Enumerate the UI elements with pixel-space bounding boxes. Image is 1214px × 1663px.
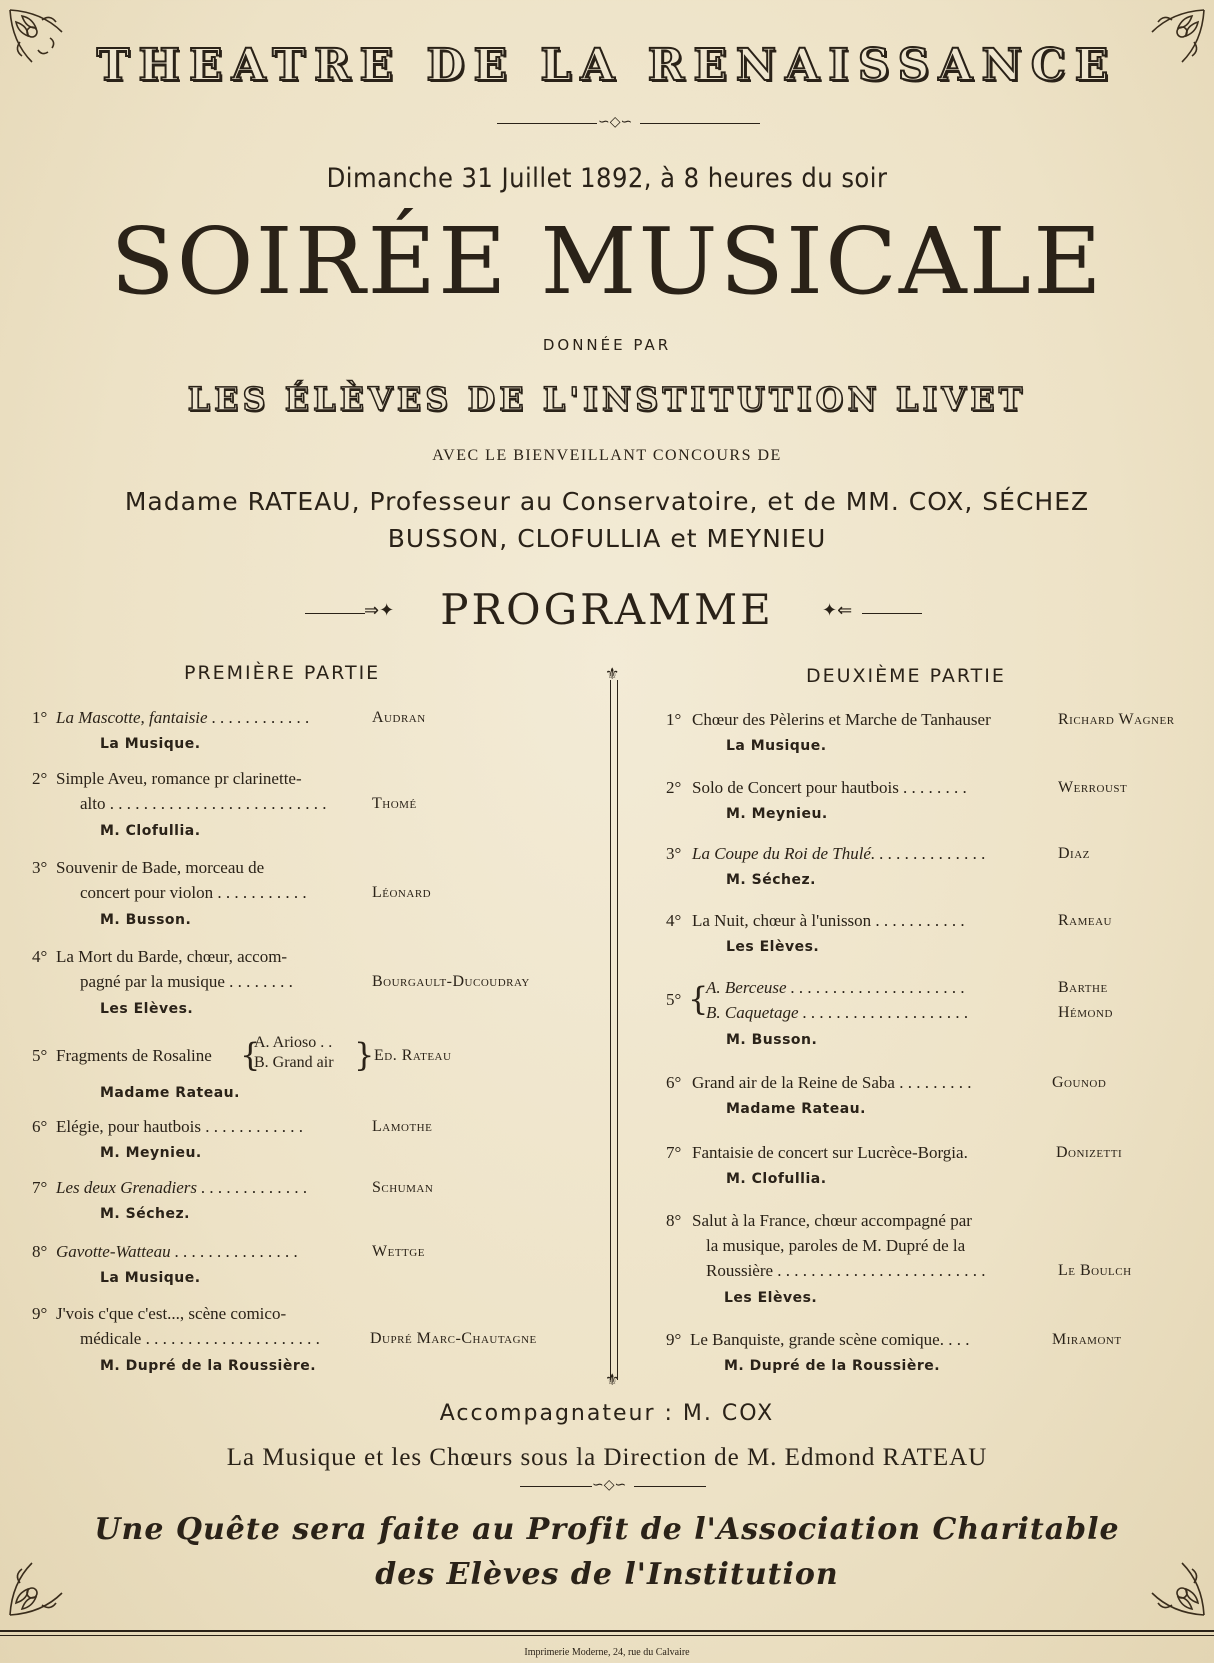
item-title: La Nuit, chœur à l'unisson . . . . . . . . . . . bbox=[692, 911, 965, 930]
item-performer: M. Meynieu. bbox=[726, 806, 828, 822]
item-performer: M. Busson. bbox=[100, 912, 192, 928]
item-sub-b: B. Caquetage . . . . . . . . . . . . . . . . . . . . bbox=[706, 1003, 969, 1022]
item-performer: M. Clofullia. bbox=[726, 1171, 827, 1187]
ornament-divider-icon: ⚜ bbox=[605, 666, 620, 683]
item-number: 6° bbox=[32, 1117, 48, 1136]
programme-item bbox=[666, 1327, 1206, 1377]
brace-icon: } bbox=[354, 1036, 375, 1074]
item-performer: Les Elèves. bbox=[726, 939, 820, 955]
item-performer: M. Clofullia. bbox=[100, 823, 201, 839]
brace-icon: { bbox=[688, 980, 709, 1018]
item-composer: Dupré Marc-Chautagne bbox=[370, 1330, 537, 1347]
item-title: Le Banquiste, grande scène comique. . . . bbox=[690, 1330, 970, 1349]
item-sub-a: A. Berceuse . . . . . . . . . . . . . . . . . . . . . bbox=[706, 978, 966, 997]
item-number: 2° bbox=[32, 769, 48, 788]
guests-line-2: BUSSON, CLOFULLIA et MEYNIEU bbox=[387, 524, 827, 553]
programme-item bbox=[666, 975, 1206, 1051]
item-performer: M. Séchez. bbox=[726, 872, 816, 888]
item-title-cont: pagné par la musique . . . . . . . . bbox=[80, 972, 293, 991]
item-performer: M. Meynieu. bbox=[100, 1145, 202, 1161]
programme-heading: PROGRAMME bbox=[440, 585, 774, 634]
item-performer: M. Dupré de la Roussière. bbox=[100, 1358, 317, 1374]
ornament-divider-icon: ∽◇∽ bbox=[598, 115, 633, 130]
item-title: Fragments de Rosaline bbox=[56, 1046, 212, 1065]
item-performer: M. Séchez. bbox=[100, 1206, 190, 1222]
item-performer: La Musique. bbox=[726, 738, 827, 754]
item-composer: Bourgault-Ducoudray bbox=[372, 973, 530, 990]
item-title: Solo de Concert pour hautbois . . . . . . . . bbox=[692, 778, 967, 797]
item-performer: Les Elèves. bbox=[100, 1001, 194, 1017]
item-number: 8° bbox=[666, 1211, 682, 1230]
item-composer: Schuman bbox=[372, 1179, 434, 1196]
item-composer-a: Barthe bbox=[1058, 979, 1108, 996]
item-performer: M. Busson. bbox=[726, 1032, 818, 1048]
item-title: Les deux Grenadiers . . . . . . . . . . . . . bbox=[56, 1178, 308, 1197]
item-number: 9° bbox=[666, 1330, 682, 1349]
item-sub-b: B. Grand air bbox=[254, 1054, 334, 1071]
item-number: 7° bbox=[32, 1178, 48, 1197]
ornament-divider-icon: ∽◇∽ bbox=[592, 1478, 627, 1493]
programme-item bbox=[666, 841, 1206, 891]
item-composer: Diaz bbox=[1058, 845, 1090, 862]
item-number: 6° bbox=[666, 1073, 682, 1092]
item-composer: Richard Wagner bbox=[1058, 711, 1175, 728]
brace-icon: { bbox=[240, 1036, 261, 1074]
programme-item bbox=[32, 1239, 572, 1289]
bottom-rule bbox=[0, 1630, 1214, 1632]
item-title: Souvenir de Bade, morceau de bbox=[56, 858, 265, 877]
item-title: J'vois c'que c'est..., scène comico- bbox=[56, 1304, 287, 1323]
ornament-divider-icon: ⚜ bbox=[605, 1372, 620, 1389]
column-divider bbox=[610, 680, 618, 1380]
item-performer: Les Elèves. bbox=[724, 1290, 818, 1306]
divider-rule bbox=[520, 1486, 592, 1487]
item-title-cont: Roussière . . . . . . . . . . . . . . . . . . . . . . . . . bbox=[706, 1261, 986, 1280]
concours-line: AVEC LE BIENVEILLANT CONCOURS DE bbox=[432, 447, 782, 464]
item-title: Simple Aveu, romance pr clarinette- bbox=[56, 769, 302, 788]
collection-notice-line-2: des Elèves de l'Institution bbox=[375, 1557, 839, 1592]
item-title-cont: concert pour violon . . . . . . . . . . . bbox=[80, 883, 307, 902]
item-composer: Gounod bbox=[1052, 1074, 1107, 1091]
item-performer: La Musique. bbox=[100, 736, 201, 752]
item-composer-b: Hémond bbox=[1058, 1004, 1113, 1021]
institution-name: LES ÉLÈVES DE L'INSTITUTION LIVET bbox=[187, 380, 1027, 418]
programme-item bbox=[666, 1140, 1206, 1190]
item-performer: Madame Rateau. bbox=[100, 1085, 240, 1101]
item-title: Fantaisie de concert sur Lucrèce-Borgia. bbox=[692, 1143, 968, 1162]
item-number: 3° bbox=[666, 844, 682, 863]
programme-item bbox=[32, 1114, 572, 1164]
programme-item bbox=[666, 1208, 1206, 1310]
item-number: 8° bbox=[32, 1242, 48, 1261]
item-composer: Ed. Rateau bbox=[374, 1047, 452, 1064]
programme-item bbox=[32, 1032, 572, 1100]
programme-item bbox=[32, 944, 572, 1022]
item-number: 1° bbox=[32, 708, 48, 727]
item-composer: Donizetti bbox=[1056, 1144, 1123, 1161]
divider-rule bbox=[640, 123, 760, 124]
item-number: 2° bbox=[666, 778, 682, 797]
item-composer: Léonard bbox=[372, 884, 432, 901]
programme-item bbox=[32, 766, 572, 844]
theatre-name: THEATRE DE LA RENAISSANCE bbox=[96, 40, 1118, 91]
item-title-cont: la musique, paroles de M. Dupré de la bbox=[706, 1236, 966, 1255]
item-title: La Coupe du Roi de Thulé. . . . . . . . . . . . . . bbox=[692, 844, 986, 863]
printer-imprint: Imprimerie Moderne, 24, rue du Calvaire bbox=[524, 1647, 690, 1658]
item-title: La Mort du Barde, chœur, accom- bbox=[56, 947, 288, 966]
divider-rule bbox=[634, 1486, 706, 1487]
item-title: Chœur des Pèlerins et Marche de Tanhauser bbox=[692, 710, 991, 729]
item-composer: Wettge bbox=[372, 1243, 425, 1260]
item-number: 5° bbox=[666, 990, 682, 1009]
divider-rule bbox=[497, 123, 597, 124]
item-title-cont: médicale . . . . . . . . . . . . . . . . . . . . . bbox=[80, 1329, 320, 1348]
item-title: Elégie, pour hautbois . . . . . . . . . . . . bbox=[56, 1117, 303, 1136]
part1-title: PREMIÈRE PARTIE bbox=[184, 662, 381, 684]
programme-item bbox=[32, 705, 572, 755]
item-performer: Madame Rateau. bbox=[726, 1101, 866, 1117]
part2-title: DEUXIÈME PARTIE bbox=[806, 665, 1006, 687]
star-flourish-icon: ✦⇐ bbox=[822, 600, 853, 620]
item-composer: Lamothe bbox=[372, 1118, 433, 1135]
programme-item bbox=[666, 707, 1206, 757]
item-composer: Rameau bbox=[1058, 912, 1113, 929]
item-composer: Thomé bbox=[372, 795, 417, 812]
item-number: 4° bbox=[32, 947, 48, 966]
item-composer: Werroust bbox=[1058, 779, 1128, 796]
collection-notice-line-1: Une Quête sera faite au Profit de l'Association Charitable bbox=[94, 1512, 1120, 1547]
item-performer: La Musique. bbox=[100, 1270, 201, 1286]
item-composer: Le Boulch bbox=[1058, 1262, 1132, 1279]
bottom-rule bbox=[0, 1635, 1214, 1636]
item-number: 5° bbox=[32, 1046, 48, 1065]
item-performer: M. Dupré de la Roussière. bbox=[724, 1358, 941, 1374]
item-title: Salut à la France, chœur accompagné par bbox=[692, 1211, 972, 1230]
item-number: 4° bbox=[666, 911, 682, 930]
accompanist: Accompagnateur : M. COX bbox=[439, 1401, 775, 1426]
item-number: 9° bbox=[32, 1304, 48, 1323]
item-number: 7° bbox=[666, 1143, 682, 1162]
divider-rule bbox=[862, 613, 922, 614]
item-number: 3° bbox=[32, 858, 48, 877]
star-flourish-icon: ⇒✦ bbox=[364, 600, 395, 620]
programme-item bbox=[32, 855, 572, 933]
item-title: Gavotte-Watteau . . . . . . . . . . . . . . . bbox=[56, 1242, 299, 1261]
given-by: DONNÉE PAR bbox=[542, 336, 672, 354]
programme-item bbox=[666, 908, 1206, 958]
item-composer: Miramont bbox=[1052, 1331, 1122, 1348]
event-date: Dimanche 31 Juillet 1892, à 8 heures du soir bbox=[326, 163, 888, 194]
programme-item bbox=[32, 1301, 592, 1379]
guests-line-1: Madame RATEAU, Professeur au Conservatoire, et de MM. COX, SÉCHEZ bbox=[124, 487, 1090, 516]
item-sub-a: A. Arioso . . bbox=[254, 1034, 333, 1051]
item-number: 1° bbox=[666, 710, 682, 729]
programme-item bbox=[32, 1175, 572, 1225]
event-title: SOIRÉE MUSICALE bbox=[110, 208, 1104, 315]
item-title: La Mascotte, fantaisie . . . . . . . . . . . . bbox=[56, 708, 310, 727]
programme-item bbox=[666, 775, 1206, 825]
item-title-cont: alto . . . . . . . . . . . . . . . . . . . . . . . . . . bbox=[80, 794, 327, 813]
item-title: Grand air de la Reine de Saba . . . . . . . . . bbox=[692, 1073, 972, 1092]
direction: La Musique et les Chœurs sous la Direction de M. Edmond RATEAU bbox=[226, 1444, 988, 1471]
item-composer: Audran bbox=[372, 709, 426, 726]
programme-item bbox=[666, 1070, 1206, 1120]
